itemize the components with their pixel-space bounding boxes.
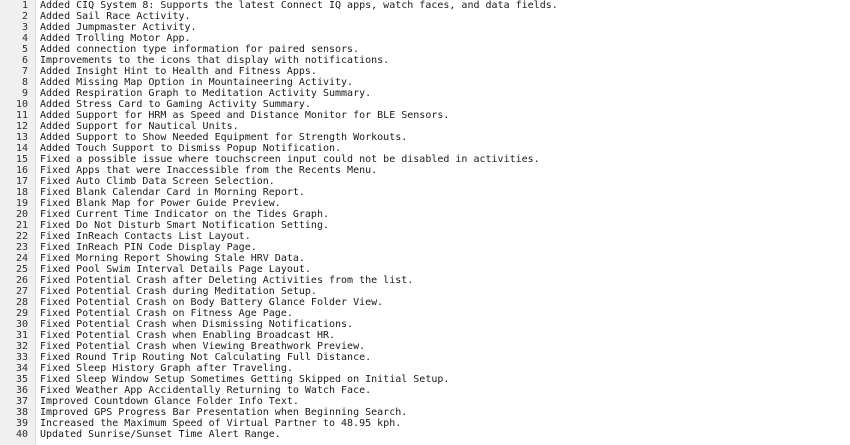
text-line [0, 363, 850, 374]
line-text: Fixed Potential Crash when Dismissing Notifications. [40, 319, 354, 330]
line-text: Improvements to the icons that display with notifications. [40, 55, 390, 66]
line-text: Fixed Sleep History Graph after Traveling. [40, 363, 293, 374]
line-number: 27 [15, 286, 28, 297]
line-number: 39 [15, 418, 28, 429]
text-line [0, 66, 850, 77]
text-line [0, 88, 850, 99]
text-line [0, 198, 850, 209]
text-line [0, 22, 850, 33]
line-text: Fixed Apps that were Inaccessible from the Recents Menu. [40, 165, 378, 176]
line-number: 1 [21, 0, 28, 11]
text-line [0, 33, 850, 44]
text-line [0, 352, 850, 363]
text-line [0, 253, 850, 264]
text-line [0, 385, 850, 396]
line-text: Improved GPS Progress Bar Presentation when Beginning Search. [40, 407, 408, 418]
line-text: Added CIQ System 8: Supports the latest Connect IQ apps, watch faces, and data fields. [40, 0, 558, 11]
line-number: 7 [21, 66, 28, 77]
line-text: Added Respiration Graph to Meditation Activity Summary. [40, 88, 372, 99]
text-line [0, 286, 850, 297]
line-number: 12 [15, 121, 28, 132]
text-line [0, 341, 850, 352]
line-text: Added Jumpmaster Activity. [40, 22, 197, 33]
line-number: 29 [15, 308, 28, 319]
line-number: 20 [15, 209, 28, 220]
line-text: Fixed Potential Crash on Body Battery Glance Folder View. [40, 297, 384, 308]
line-text: Increased the Maximum Speed of Virtual Partner to 48.95 kph. [40, 418, 402, 429]
line-text: Updated Sunrise/Sunset Time Alert Range. [40, 429, 281, 440]
line-number: 6 [21, 55, 28, 66]
text-line [0, 132, 850, 143]
line-number: 14 [15, 143, 28, 154]
line-number: 3 [21, 22, 28, 33]
line-text: Added Support for Nautical Units. [40, 121, 239, 132]
line-text: Fixed Potential Crash on Fitness Age Page. [40, 308, 293, 319]
text-line [0, 242, 850, 253]
text-line [0, 231, 850, 242]
text-line [0, 374, 850, 385]
line-number: 15 [15, 154, 28, 165]
line-text: Fixed Potential Crash when Viewing Breathwork Preview. [40, 341, 366, 352]
line-number: 36 [15, 385, 28, 396]
line-text: Fixed Auto Climb Data Screen Selection. [40, 176, 275, 187]
line-number: 37 [15, 396, 28, 407]
line-text: Fixed InReach PIN Code Display Page. [40, 242, 257, 253]
line-number: 13 [15, 132, 28, 143]
line-text: Fixed Round Trip Routing Not Calculating Full Distance. [40, 352, 372, 363]
line-number: 22 [15, 231, 28, 242]
text-line [0, 121, 850, 132]
line-number: 10 [15, 99, 28, 110]
text-line [0, 297, 850, 308]
line-number: 23 [15, 242, 28, 253]
line-text: Added Missing Map Option in Mountaineering Activity. [40, 77, 354, 88]
line-text: Added Support for HRM as Speed and Distance Monitor for BLE Sensors. [40, 110, 450, 121]
line-text: Fixed Current Time Indicator on the Tides Graph. [40, 209, 329, 220]
text-line [0, 330, 850, 341]
text-line [0, 176, 850, 187]
text-line [0, 187, 850, 198]
line-text: Fixed Do Not Disturb Smart Notification Setting. [40, 220, 329, 231]
line-text: Added Support to Show Needed Equipment for Strength Workouts. [40, 132, 408, 143]
text-line [0, 77, 850, 88]
line-number: 34 [15, 363, 28, 374]
line-number: 31 [15, 330, 28, 341]
line-text: Added Insight Hint to Health and Fitness Apps. [40, 66, 317, 77]
text-line [0, 264, 850, 275]
line-number: 26 [15, 275, 28, 286]
text-line [0, 275, 850, 286]
line-number: 2 [21, 11, 28, 22]
line-text: Added Touch Support to Dismiss Popup Notification. [40, 143, 342, 154]
line-number: 35 [15, 374, 28, 385]
line-number: 19 [15, 198, 28, 209]
line-number: 8 [21, 77, 28, 88]
line-text: Fixed Pool Swim Interval Details Page Layout. [40, 264, 311, 275]
text-line [0, 319, 850, 330]
line-text: Added connection type information for paired sensors. [40, 44, 360, 55]
line-text: Improved Countdown Glance Folder Info Text. [40, 396, 299, 407]
line-text: Fixed Weather App Accidentally Returning to Watch Face. [40, 385, 372, 396]
line-text: Added Sail Race Activity. [40, 11, 191, 22]
text-line [0, 407, 850, 418]
line-text: Fixed Potential Crash after Deleting Activities from the list. [40, 275, 414, 286]
text-line [0, 396, 850, 407]
line-number: 18 [15, 187, 28, 198]
line-number: 32 [15, 341, 28, 352]
line-number: 38 [15, 407, 28, 418]
line-number: 17 [15, 176, 28, 187]
line-number: 33 [15, 352, 28, 363]
text-line [0, 0, 850, 11]
text-line [0, 429, 850, 440]
line-number: 21 [15, 220, 28, 231]
line-number: 4 [21, 33, 28, 44]
text-line [0, 308, 850, 319]
line-text: Fixed Morning Report Showing Stale HRV Data. [40, 253, 305, 264]
line-number: 24 [15, 253, 28, 264]
line-number: 30 [15, 319, 28, 330]
text-line [0, 220, 850, 231]
text-line [0, 44, 850, 55]
text-line [0, 143, 850, 154]
line-text: Fixed Potential Crash when Enabling Broadcast HR. [40, 330, 336, 341]
text-line [0, 165, 850, 176]
line-number: 9 [21, 88, 28, 99]
text-line [0, 11, 850, 22]
line-text: Added Trolling Motor App. [40, 33, 191, 44]
line-number: 25 [15, 264, 28, 275]
text-line [0, 99, 850, 110]
line-text: Fixed InReach Contacts List Layout. [40, 231, 251, 242]
line-text: Fixed Sleep Window Setup Sometimes Getting Skipped on Initial Setup. [40, 374, 450, 385]
text-line [0, 418, 850, 429]
line-number: 11 [15, 110, 28, 121]
line-number: 28 [15, 297, 28, 308]
line-text: Fixed Potential Crash during Meditation Setup. [40, 286, 317, 297]
line-number: 5 [21, 44, 28, 55]
line-number: 16 [15, 165, 28, 176]
line-number: 40 [15, 429, 28, 440]
line-text: Added Stress Card to Gaming Activity Summary. [40, 99, 311, 110]
line-text: Fixed Blank Calendar Card in Morning Report. [40, 187, 305, 198]
text-line [0, 209, 850, 220]
text-line [0, 110, 850, 121]
line-text: Fixed a possible issue where touchscreen input could not be disabled in activities. [40, 154, 540, 165]
text-line [0, 55, 850, 66]
text-line [0, 154, 850, 165]
line-text: Fixed Blank Map for Power Guide Preview. [40, 198, 281, 209]
